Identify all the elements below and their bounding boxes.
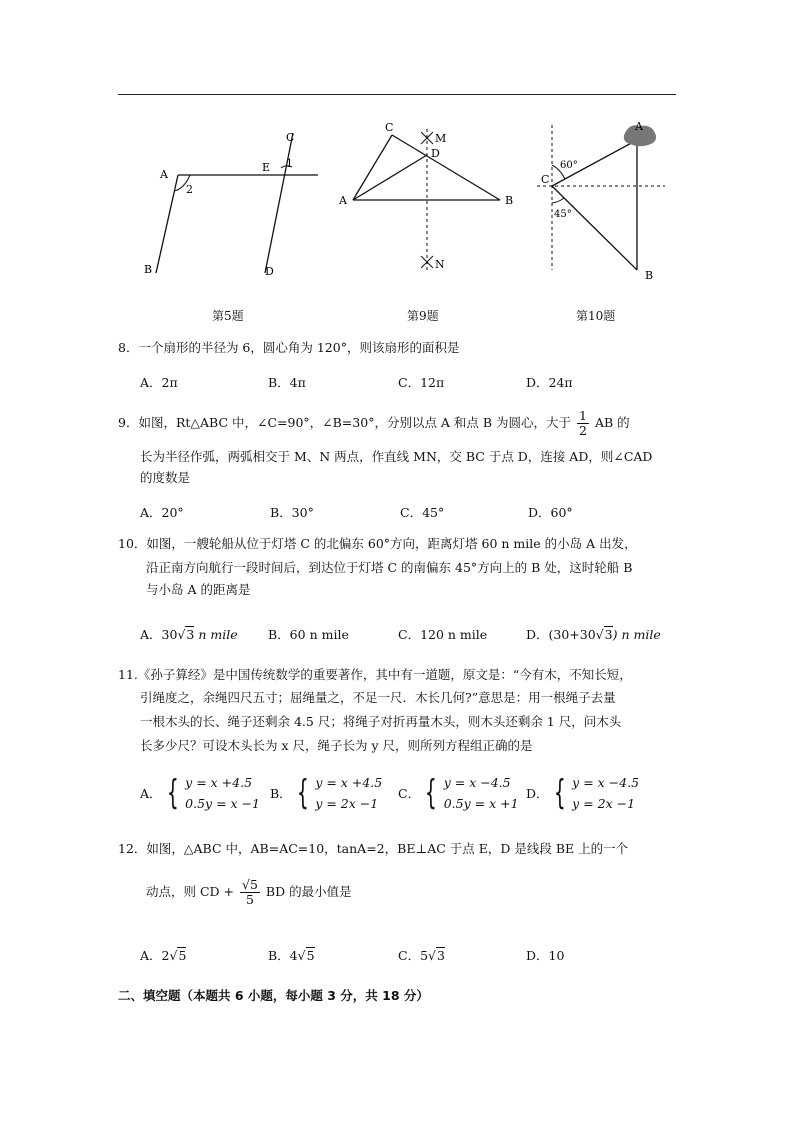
q11-option-a [140, 772, 260, 814]
fig10-label-a: A [635, 120, 643, 133]
brace-icon: { [424, 773, 437, 813]
fig5-label-c: C [286, 131, 295, 144]
q12-option-b [268, 946, 315, 964]
q12-option-b-radicand: 5 [306, 948, 315, 963]
q12-option-b-pre: B．4 [268, 948, 298, 963]
q8-option-c: C．12π [398, 375, 445, 390]
q9-option-a: A．20° [140, 505, 184, 520]
q11-option-d-eq1: y = x −4.5 [572, 775, 640, 790]
fig10-label-c: C [541, 173, 550, 186]
q12-frac-den: 5 [245, 892, 254, 907]
q9-option-d: D．60° [528, 505, 573, 520]
fig9-label-m: M [435, 132, 447, 145]
q11-option-b-eq2: y = 2x −1 [315, 796, 379, 811]
q11-line3: 一根木头的长、绳子还剩余 4.5 尺；将绳子对折再量木头，则木头还剩余 1 尺，问木头 [140, 714, 622, 729]
sqrt-sign-icon: √ [177, 627, 186, 642]
q11-option-c-label: C． [398, 786, 421, 801]
q9-option-b: B．30° [270, 505, 314, 520]
q9-fraction [577, 409, 589, 438]
q9-option-c: C．45° [400, 505, 445, 520]
q11-option-c-eq2: 0.5y = x +1 [443, 796, 519, 811]
q12-option-c-radicand: 3 [437, 948, 445, 963]
q12-option-a-pre: A．2 [140, 948, 170, 963]
fig10-label-60deg: 60° [560, 160, 578, 171]
q12-line2 [146, 878, 352, 907]
q11-option-c-eq1: y = x −4.5 [443, 775, 511, 790]
q10-line3: 与小岛 A 的距离是 [146, 582, 251, 597]
fig5-label-d: D [265, 265, 274, 278]
fig9-label-n: N [435, 258, 445, 271]
q8-option-a: A．2π [140, 375, 178, 390]
figure-9-diagram [335, 115, 520, 275]
q10-option-d [526, 625, 661, 643]
sqrt-sign-icon: √ [595, 627, 604, 642]
q12-fraction [240, 878, 260, 907]
fig10-label-b: B [645, 269, 654, 282]
q9-frac-den: 2 [579, 423, 587, 438]
q11-option-b [270, 772, 382, 814]
q8-stem: 8．一个扇形的半径为 6，圆心角为 120°，则该扇形的面积是 [118, 340, 460, 355]
q11-line2: 引绳度之，余绳四尺五寸；屈绳量之，不足一尺．木长几何?”意思是：用一根绳子去量 [140, 690, 616, 705]
fig9-label-d: D [431, 147, 440, 160]
sqrt-sign-icon: √ [169, 948, 178, 963]
q9-line2: 长为半径作弧，两弧相交于 M、N 两点，作直线 MN，交 BC 于点 D，连接 AD，则∠CAD [140, 449, 653, 464]
q10-option-a-radicand: 3 [186, 627, 195, 642]
fig5-label-b: B [144, 263, 153, 276]
fig9-label-b: B [505, 194, 514, 207]
fig9-label-a: A [339, 194, 347, 207]
sqrt-sign-icon: √ [428, 948, 436, 963]
q11-option-b-label: B． [270, 786, 292, 801]
q12-option-d: D．10 [526, 948, 565, 963]
q8-option-b: B．4π [268, 375, 306, 390]
q10-line1: 10．如图，一艘轮船从位于灯塔 C 的北偏东 60°方向，距离灯塔 60 n mile 的小岛 A 出发， [118, 536, 637, 551]
q10-option-a-pre: A．30 [140, 627, 178, 642]
q10-option-a-unit: n mile [194, 627, 238, 642]
q12-option-a-radicand: 5 [178, 948, 187, 963]
q11-line1: 11.《孙子算经》是中国传统数学的重要著作，其中有一道题，原文是：“今有木，不知长短， [118, 667, 632, 682]
fig5-label-e: E [262, 161, 271, 174]
q11-option-a-label: A． [140, 786, 162, 801]
q10-option-d-unit: ) n mile [612, 627, 661, 642]
q12-option-a [140, 946, 186, 964]
brace-icon: { [553, 773, 566, 813]
header-rule [118, 94, 676, 95]
q11-option-c [398, 772, 519, 814]
q9-frac-num: 1 [579, 408, 587, 423]
q11-option-a-eq1: y = x +4.5 [185, 775, 253, 790]
figure-9-caption: 第9题 [407, 309, 439, 323]
q11-option-b-eq1: y = x +4.5 [315, 775, 383, 790]
q10-option-c: C．120 n mile [398, 627, 488, 642]
q9-line1-post: AB 的 [594, 415, 630, 430]
figure-10-caption: 第10题 [576, 309, 616, 323]
q12-line2-pre: 动点，则 CD + [146, 884, 235, 899]
q10-option-d-radicand: 3 [604, 627, 613, 642]
q10-option-b: B．60 n mile [268, 627, 349, 642]
q10-option-d-pre: D．(30+30 [526, 627, 596, 642]
figure-5-caption: 第5题 [212, 309, 244, 323]
q12-line1: 12．如图，△ABC 中，AB=AC=10，tanA=2，BE⊥AC 于点 E，D 是线段 BE 上的一个 [118, 841, 629, 856]
q11-option-d [526, 772, 639, 814]
q9-line1-pre: 9．如图，Rt△ABC 中，∠C=90°，∠B=30°，分别以点 A 和点 B 为圆心，大于 [118, 415, 572, 430]
q8-option-d: D．24π [526, 375, 573, 390]
figure-10-diagram [535, 115, 675, 285]
fig5-label-angle2: 2 [186, 183, 193, 196]
fig10-label-45deg: 45° [554, 209, 572, 220]
brace-icon: { [166, 773, 179, 813]
q12-option-c-pre: C．5 [398, 948, 429, 963]
fig9-label-c: C [385, 121, 394, 134]
q11-option-a-eq2: 0.5y = x −1 [185, 796, 260, 811]
section-2-heading: 二、填空题（本题共 6 小题，每小题 3 分，共 18 分） [118, 988, 429, 1003]
q12-frac-num: √5 [242, 877, 258, 892]
q11-line4: 长多少尺？可设木头长为 x 尺，绳子长为 y 尺，则所列方程组正确的是 [140, 738, 533, 753]
q9-line1 [118, 409, 630, 438]
q12-option-c [398, 946, 445, 964]
q12-line2-post: BD 的最小值是 [265, 884, 352, 899]
figure-5-diagram [140, 125, 330, 285]
sqrt-sign-icon: √ [297, 948, 306, 963]
q10-option-a [140, 625, 238, 643]
fig5-label-angle1: 1 [286, 157, 293, 170]
q11-option-d-label: D． [526, 786, 549, 801]
q10-line2: 沿正南方向航行一段时间后，到达位于灯塔 C 的南偏东 45°方向上的 B 处，这时轮船 B [146, 560, 633, 575]
q9-line3: 的度数是 [140, 470, 191, 485]
q11-option-d-eq2: y = 2x −1 [572, 796, 636, 811]
fig5-label-a: A [160, 168, 168, 181]
brace-icon: { [296, 773, 309, 813]
